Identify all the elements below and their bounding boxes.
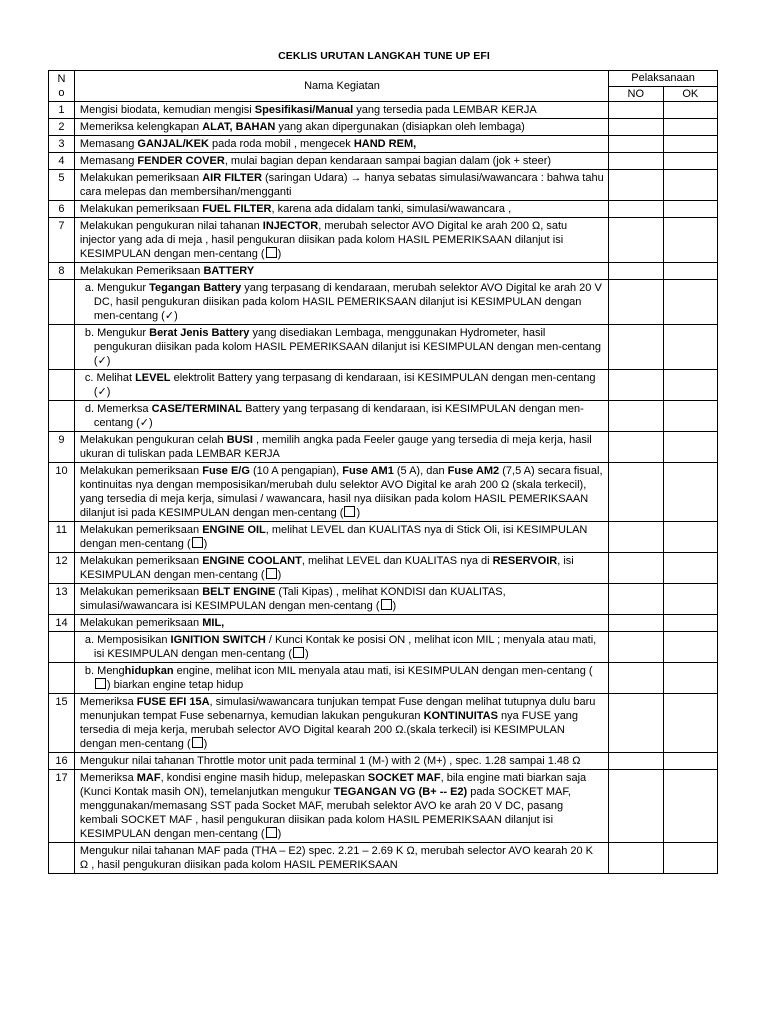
row-no-cell[interactable] — [609, 553, 663, 584]
table-row — [49, 770, 718, 843]
table-row — [49, 615, 718, 632]
row-number: 5 — [49, 170, 75, 201]
checkbox-icon — [266, 827, 277, 838]
row-ok-cell[interactable] — [663, 119, 717, 136]
activity-text-tail: ) — [392, 600, 397, 612]
row-activity — [74, 325, 608, 370]
row-activity — [74, 663, 608, 694]
row-number: 8 — [49, 263, 75, 280]
row-no-cell[interactable] — [609, 401, 663, 432]
row-ok-cell[interactable] — [663, 218, 717, 263]
header-pelaksanaan: Pelaksanaan — [609, 71, 718, 87]
row-ok-cell[interactable] — [663, 753, 717, 770]
activity-text-tail: ) — [277, 828, 282, 840]
row-activity — [74, 584, 608, 615]
row-number: 9 — [49, 432, 75, 463]
row-no-cell[interactable] — [609, 432, 663, 463]
row-ok-cell[interactable] — [663, 325, 717, 370]
row-ok-cell[interactable] — [663, 280, 717, 325]
activity-text: Melakukan pengukuran nilai tahanan INJECTOR, merubah selector AVO Digital ke arah 200 Ω, satu injector yang ada di meja , hasil pengukuran diisikan pada kolom HASIL PEMERIKSAAN dilanjut isi KESIMPULAN dengan men-centang ( — [79, 220, 568, 260]
activity-text: Melakukan pemeriksaan BELT ENGINE (Tali Kipas) , melihat KONDISI dan KUALITAS, simulasi/wawancara isi KESIMPULAN dengan men-centang ( — [79, 586, 506, 612]
header-no: N o — [49, 71, 75, 102]
row-number: 4 — [49, 153, 75, 170]
table-row — [49, 136, 718, 153]
row-activity — [74, 615, 608, 632]
row-number: 14 — [49, 615, 75, 632]
row-activity — [74, 694, 608, 753]
row-ok-cell[interactable] — [663, 663, 717, 694]
activity-text: a. Memposisikan IGNITION SWITCH / Kunci Kontak ke posisi ON , melihat icon MIL ; menyala atau mati, isi KESIMPULAN dengan men-centang ( ) — [84, 634, 597, 660]
row-ok-cell[interactable] — [663, 370, 717, 401]
table-row — [49, 201, 718, 218]
checkbox-icon — [192, 537, 203, 548]
row-no-cell[interactable] — [609, 615, 663, 632]
row-no-cell[interactable] — [609, 170, 663, 201]
row-activity — [74, 770, 608, 843]
table-row — [49, 370, 718, 401]
activity-text: Memeriksa FUSE EFI 15A, simulasi/wawancara tunjukan tempat Fuse dengan melihat tutupnya dulu baru menunjukan tempat Fuse sebenarnya, kemudian lakukan pengukuran KONTINUITAS nya FUSE yang tersedia di meja kerja, merubah selector AVO Digital kearah 200 Ω.(skala terkecil) isi KESIMPULAN dengan men-centang ( — [79, 696, 596, 750]
row-no-cell[interactable] — [609, 632, 663, 663]
table-row — [49, 263, 718, 280]
row-ok-cell[interactable] — [663, 463, 717, 522]
row-number: 15 — [49, 694, 75, 753]
row-number: 17 — [49, 770, 75, 843]
row-number — [49, 663, 75, 694]
row-ok-cell[interactable] — [663, 170, 717, 201]
activity-text-tail: ) — [203, 738, 208, 750]
row-activity — [74, 522, 608, 553]
row-ok-cell[interactable] — [663, 102, 717, 119]
row-number: 11 — [49, 522, 75, 553]
row-activity — [74, 553, 608, 584]
row-ok-cell[interactable] — [663, 553, 717, 584]
activity-text-tail: ) — [203, 538, 208, 550]
row-number — [49, 325, 75, 370]
row-number — [49, 632, 75, 663]
row-ok-cell[interactable] — [663, 694, 717, 753]
row-activity — [74, 102, 608, 119]
row-no-cell[interactable] — [609, 136, 663, 153]
activity-text-tail: ) — [305, 648, 309, 660]
table-row — [49, 401, 718, 432]
row-ok-cell[interactable] — [663, 432, 717, 463]
table-row — [49, 463, 718, 522]
table-row — [49, 843, 718, 874]
row-activity — [74, 632, 608, 663]
activity-text: b. Menghidupkan engine, melihat icon MIL menyala atau mati, isi KESIMPULAN dengan men-centang () biarkan engine tetap hidup — [84, 665, 593, 691]
row-ok-cell[interactable] — [663, 201, 717, 218]
header-no-col: NO — [609, 86, 663, 102]
row-ok-cell[interactable] — [663, 401, 717, 432]
row-ok-cell[interactable] — [663, 136, 717, 153]
table-row — [49, 553, 718, 584]
row-activity — [74, 136, 608, 153]
checkbox-icon — [266, 568, 277, 579]
checkbox-icon — [381, 599, 392, 610]
row-number: 16 — [49, 753, 75, 770]
table-row — [49, 280, 718, 325]
table-row — [49, 325, 718, 370]
row-number: 2 — [49, 119, 75, 136]
activity-text: b. Mengukur Berat Jenis Battery yang disediakan Lembaga, menggunakan Hydrometer, hasil pengukuran diisikan pada kolom HASIL PEMERIKSAAN dilanjut isi KESIMPULAN dengan men-centang (✓) — [84, 327, 602, 367]
activity-text: Memasang GANJAL/KEK pada roda mobil , mengecek HAND REM, — [79, 138, 417, 150]
row-number — [49, 401, 75, 432]
activity-text: c. Melihat LEVEL elektrolit Battery yang terpasang di kendaraan, isi KESIMPULAN dengan men-centang (✓) — [84, 372, 596, 398]
row-activity — [74, 843, 608, 874]
row-ok-cell[interactable] — [663, 632, 717, 663]
row-activity — [74, 401, 608, 432]
row-activity — [74, 119, 608, 136]
row-no-cell[interactable] — [609, 370, 663, 401]
header-nama-kegiatan: Nama Kegiatan — [74, 71, 608, 102]
row-ok-cell[interactable] — [663, 770, 717, 843]
row-no-cell[interactable] — [609, 102, 663, 119]
page-title: CEKLIS URUTAN LANGKAH TUNE UP EFI — [278, 50, 490, 62]
row-no-cell[interactable] — [609, 843, 663, 874]
activity-text: Melakukan pemeriksaan ENGINE OIL, melihat LEVEL dan KUALITAS nya di Stick Oli, isi KESIMPULAN dengan men-centang ( — [79, 524, 588, 550]
activity-text: Memeriksa kelengkapan ALAT, BAHAN yang akan dipergunakan (disiapkan oleh lembaga) — [79, 121, 525, 133]
row-no-cell[interactable] — [609, 325, 663, 370]
activity-text: Melakukan pemeriksaan MIL, — [79, 617, 225, 629]
checkbox-icon — [293, 647, 304, 658]
activity-text: a. Mengukur Tegangan Battery yang terpasang di kendaraan, merubah selektor AVO Digital ke arah 20 V DC, hasil pengukuran diisikan pada kolom HASIL PEMERIKSAAN dilanjut isi KESIMPULAN dengan men-centang (✓) — [84, 282, 602, 322]
activity-text-tail: ) — [277, 569, 282, 581]
activity-text: Melakukan pemeriksaan ENGINE COOLANT, melihat LEVEL dan KUALITAS nya di RESERVOIR, isi KESIMPULAN dengan men-centang ( — [79, 555, 574, 581]
row-no-cell[interactable] — [609, 201, 663, 218]
row-ok-cell[interactable] — [663, 153, 717, 170]
row-no-cell[interactable] — [609, 280, 663, 325]
table-row — [49, 663, 718, 694]
activity-text: Memeriksa MAF, kondisi engine masih hidup, melepaskan SOCKET MAF, bila engine mati biarkan saja (Kunci Kontak masih ON), temelanjutkan mengukur TEGANGAN VG (B+ -- E2) pada SOCKET MAF, menggunakan/memasang SST pada Socket MAF, merubah selektor AVO ke arah 20 V DC, pasang kembali SOCKET MAF , hasil pengukuran diisikan pada kolom HASIL PEMERIKSAAN dilanjut isi KESIMPULAN dengan men-centang ( — [79, 772, 587, 840]
row-number: 7 — [49, 218, 75, 263]
row-no-cell[interactable] — [609, 694, 663, 753]
row-activity — [74, 218, 608, 263]
activity-text: Melakukan pemeriksaan AIR FILTER (saringan Udara) → hanya sebatas simulasi/wawancara : bahwa tahu cara melepas dan membersihan/mengganti — [79, 172, 604, 198]
row-no-cell[interactable] — [609, 463, 663, 522]
row-activity — [74, 170, 608, 201]
table-row — [49, 522, 718, 553]
activity-text: Melakukan pemeriksaan Fuse E/G (10 A pengapian), Fuse AM1 (5 A), dan Fuse AM2 (7,5 A) secara fisual, kontinuitas nya dengan memposisikan/merubah dulu selektor AVO Digital ke arah 200 Ω (skala terkecil), yang tersedia di meja kerja, simulasi / wawancara, hasil nya diisikan pada kolom HASIL PEMERIKSAAN dilanjut isi pada KESIMPULAN dengan men-centang ( — [79, 465, 603, 519]
row-number: 13 — [49, 584, 75, 615]
header-ok-col: OK — [663, 86, 717, 102]
row-activity — [74, 280, 608, 325]
checkbox-icon — [192, 737, 203, 748]
table-row — [49, 694, 718, 753]
row-number — [49, 843, 75, 874]
row-activity — [74, 263, 608, 280]
row-ok-cell[interactable] — [663, 615, 717, 632]
row-number: 12 — [49, 553, 75, 584]
row-number: 10 — [49, 463, 75, 522]
activity-text-tail: ) — [277, 248, 282, 260]
activity-text: Melakukan pengukuran celah BUSI , memilih angka pada Feeler gauge yang tersedia di meja kerja, hasil ukuran di tuliskan pada LEMBAR KERJA — [79, 434, 592, 460]
row-no-cell[interactable] — [609, 522, 663, 553]
table-row — [49, 119, 718, 136]
checkbox-icon — [344, 506, 355, 517]
row-ok-cell[interactable] — [663, 522, 717, 553]
row-ok-cell[interactable] — [663, 843, 717, 874]
row-number: 1 — [49, 102, 75, 119]
row-no-cell[interactable] — [609, 218, 663, 263]
row-number — [49, 370, 75, 401]
row-activity — [74, 432, 608, 463]
row-activity — [74, 753, 608, 770]
row-no-cell[interactable] — [609, 119, 663, 136]
activity-text: Mengisi biodata, kemudian mengisi Spesifikasi/Manual yang tersedia pada LEMBAR KERJA — [79, 104, 537, 116]
activity-text: Mengukur nilai tahanan Throttle motor unit pada terminal 1 (M-) with 2 (M+) , spec. 1.28 sampai 1.48 Ω — [79, 755, 581, 767]
activity-text: Melakukan pemeriksaan FUEL FILTER, karena ada didalam tanki, simulasi/wawancara , — [79, 203, 512, 215]
row-activity — [74, 201, 608, 218]
checkbox-icon — [266, 247, 277, 258]
row-number: 6 — [49, 201, 75, 218]
table-row — [49, 432, 718, 463]
table-row — [49, 218, 718, 263]
table-row — [49, 753, 718, 770]
activity-text: Mengukur nilai tahanan MAF pada (THA – E2) spec. 2.21 – 2.69 K Ω, merubah selector AVO kearah 20 K Ω , hasil pengukuran diisikan pada kolom HASIL PEMERIKSAAN — [79, 845, 594, 871]
row-activity — [74, 463, 608, 522]
activity-text-tail: ) biarkan engine tetap hidup — [106, 679, 244, 691]
row-no-cell[interactable] — [609, 770, 663, 843]
row-no-cell[interactable] — [609, 263, 663, 280]
row-no-cell[interactable] — [609, 584, 663, 615]
row-ok-cell[interactable] — [663, 584, 717, 615]
checklist-table — [48, 70, 718, 874]
row-number — [49, 280, 75, 325]
activity-text-tail: ) — [356, 507, 361, 519]
activity-text: Memasang FENDER COVER, mulai bagian depan kendaraan sampai bagian dalam (jok + steer) — [79, 155, 552, 167]
checkbox-icon — [95, 678, 106, 689]
table-row — [49, 584, 718, 615]
row-number: 3 — [49, 136, 75, 153]
row-no-cell[interactable] — [609, 753, 663, 770]
row-activity — [74, 153, 608, 170]
row-no-cell[interactable] — [609, 153, 663, 170]
table-row — [49, 102, 718, 119]
row-ok-cell[interactable] — [663, 263, 717, 280]
table-row — [49, 170, 718, 201]
table-row — [49, 632, 718, 663]
row-no-cell[interactable] — [609, 663, 663, 694]
activity-text: d. Memerksa CASE/TERMINAL Battery yang terpasang di kendaraan, isi KESIMPULAN dengan men-centang (✓) — [84, 403, 584, 429]
row-activity — [74, 370, 608, 401]
table-row — [49, 153, 718, 170]
activity-text: Melakukan Pemeriksaan BATTERY — [79, 265, 255, 277]
